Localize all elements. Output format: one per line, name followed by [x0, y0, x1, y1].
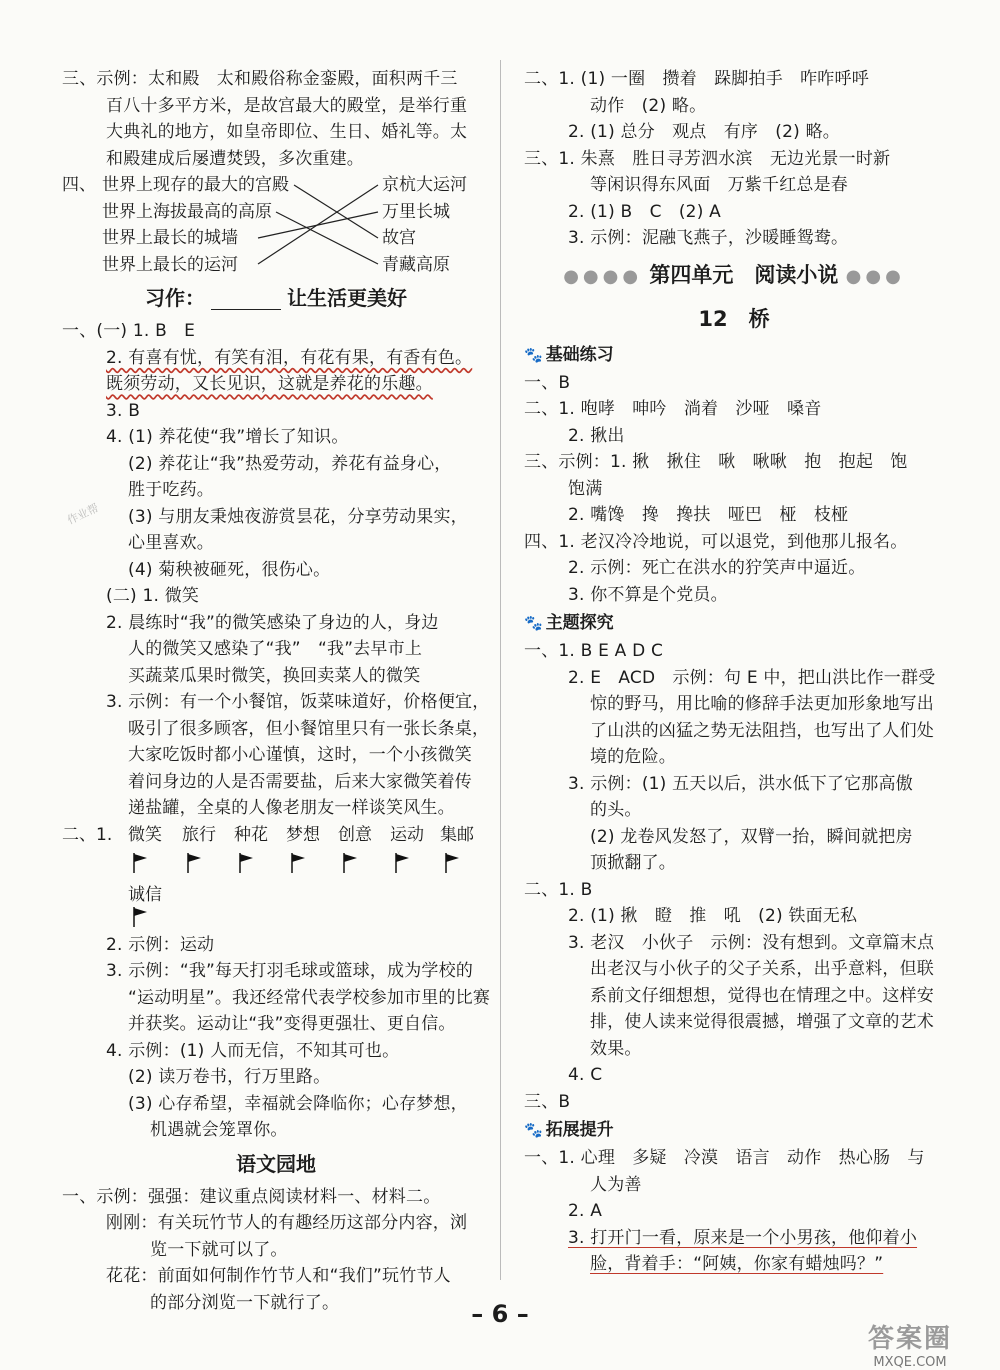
- paw-icon: 🐾: [524, 614, 543, 632]
- text-line: (4) 菊秧被砸死，很伤心。: [128, 559, 331, 580]
- text-line: 的头。: [590, 800, 642, 820]
- text-line: 2. 有喜有忧，有笑有泪，有花有果，有香有色。: [106, 347, 473, 368]
- text-line: 3. 示例：泥融飞燕子，沙暖睡鸳鸯。: [568, 228, 849, 248]
- unit-title-text: 第四单元 阅读小说: [649, 262, 839, 287]
- matching-lines: [62, 172, 490, 278]
- text-line: 三、B: [524, 1091, 571, 1112]
- section-label-text: 主题探究: [545, 613, 614, 633]
- text-line: “运动明星”。我还经常代表学校参加市里的比赛: [128, 987, 491, 1008]
- flag-word: 种花: [234, 824, 268, 845]
- text-line: 惊的野马，用比喻的修辞手法更加形象地写出: [590, 694, 934, 714]
- stamp-watermark: 作业帮: [65, 501, 101, 528]
- section-label: [524, 608, 944, 638]
- text-line: 心里喜欢。: [128, 533, 214, 553]
- text-line: (3) 与朋友秉烛夜游赏昙花，分享劳动果实，: [128, 506, 468, 527]
- text-line: 人为善: [590, 1174, 642, 1195]
- match-left-item: 世界上现存的最大的宫殿: [102, 175, 289, 195]
- text-line: 2. A: [568, 1201, 603, 1221]
- text-line: 3. B: [106, 400, 141, 421]
- text-line: (2) 养花让“我”热爱劳动，养花有益身心，: [128, 453, 452, 474]
- text-line: 着问身边的人是否需要盐，后来大家微笑着传: [128, 771, 472, 792]
- text-line: 2. (1) 总分 观点 有序 (2) 略。: [568, 122, 840, 142]
- text-line: 脸，背着手：“阿姨，你家有蜡烛吗？”: [590, 1254, 884, 1274]
- paw-icon: 🐾: [524, 1121, 543, 1139]
- text-line: 机遇就会笼罩你。: [150, 1120, 288, 1140]
- text-line: 动作 (2) 略。: [590, 95, 707, 116]
- section-label-text: 基础练习: [545, 344, 614, 365]
- match-right-item: 青藏高原: [382, 254, 450, 275]
- essay-suffix: 让生活更美好: [287, 286, 407, 310]
- match-left-item: 世界上海拔最高的高原: [102, 201, 272, 222]
- text-line: 2. 揪出: [568, 425, 625, 446]
- text-line: 三、示例：1. 揪 揪住 啾 啾啾 抱 抱起 饱: [524, 452, 908, 472]
- watermark-title: 答案圈: [867, 1324, 952, 1354]
- flag-word: 诚信: [128, 884, 162, 905]
- flag-icon: [132, 906, 150, 928]
- text-line: 2. (1) B C (2) A: [568, 201, 721, 222]
- question-number: 二、1.: [62, 824, 113, 845]
- unit-title: [524, 252, 944, 298]
- text-line: 4. C: [568, 1065, 603, 1085]
- section-label: [524, 340, 944, 370]
- text-line: 2. 嘴馋 搀 搀扶 哑巴 桠 枝桠: [568, 505, 849, 525]
- lesson-title: 12 桥: [698, 306, 770, 331]
- text-line: 并获奖。运动让“我”变得更强壮、更自信。: [128, 1014, 456, 1034]
- flag-word: 微笑: [128, 824, 162, 845]
- text-line: 胜于吃药。: [128, 480, 214, 500]
- text-line: 人的微笑又感染了“我” “我”去早市上: [128, 639, 423, 659]
- flag-icon: [290, 852, 308, 874]
- text-line: (3) 心存希望，幸福就会降临你；心存梦想，: [128, 1093, 468, 1114]
- site-watermark: [830, 1318, 990, 1370]
- text-line: 二、1. B: [524, 879, 593, 900]
- text-line: 三、示例：太和殿 太和殿俗称金銮殿，面积两千三: [62, 69, 458, 89]
- text-line: 吸引了很多顾客，但小餐馆里只有一张长条桌，: [128, 718, 490, 739]
- text-line: 3. 示例：(1) 五天以后，洪水低下了它那高傲: [568, 773, 913, 794]
- section-heading-essay: [62, 278, 490, 318]
- text-line: 2. (1) 揪 瞪 推 吼 (2) 铁面无私: [568, 906, 858, 926]
- text-line: 和殿建成后屡遭焚毁，多次重建。: [106, 148, 364, 169]
- match-right-item: 万里长城: [382, 201, 450, 222]
- text-line: 3. 老汉 小伙子 示例：没有想到。文章篇末点: [568, 932, 935, 953]
- text-line: 一、(一) 1. B E: [62, 321, 196, 341]
- text-line: 排，使人读来觉得很震撼，增强了文章的艺术: [590, 1012, 934, 1032]
- text-line: 既须劳动，又长见识，这就是养花的乐趣。: [106, 374, 433, 394]
- flag-icon: [444, 852, 462, 874]
- left-column: [62, 66, 490, 1316]
- section-label: [524, 1115, 944, 1145]
- text-line: 三、1. 朱熹 胜日寻芳泗水滨 无边光景一时新: [524, 148, 891, 169]
- text-line: 花花：前面如何制作竹节人和“我们”玩竹节人: [106, 1266, 451, 1286]
- watermark-url: MXQE.COM: [873, 1355, 947, 1370]
- section-label-text: 拓展提升: [545, 1120, 614, 1140]
- section-heading-garden: 语文园地: [236, 1151, 316, 1176]
- flag-word-row: [62, 882, 490, 932]
- flag-word: 创意: [338, 824, 372, 845]
- column-divider: [500, 60, 501, 1280]
- match-line: [276, 212, 378, 264]
- text-line: 效果。: [590, 1038, 642, 1059]
- match-line: [258, 185, 378, 264]
- text-line: 二、1. (1) 一圈 攒着 跺脚拍手 咋咋呼呼: [524, 69, 869, 89]
- flag-icon: [342, 852, 360, 874]
- blank-line: [211, 289, 281, 310]
- text-line: 2. E ACD 示例：句 E 中，把山洪比作一群受: [568, 667, 936, 688]
- text-line: 出老汉与小伙子的父子关系，出乎意料，但联: [590, 959, 934, 979]
- text-line: 2. 晨练时“我”的微笑感染了身边的人，身边: [106, 612, 439, 633]
- flag-word: 梦想: [286, 824, 320, 845]
- text-line: 刚刚：有关玩竹节人的有趣经历这部分内容，浏: [106, 1213, 468, 1233]
- paw-icon: 🐾: [524, 345, 543, 364]
- text-line: 等闲识得东风面 万紫千红总是春: [590, 175, 848, 195]
- flag-word: 旅行: [182, 824, 216, 845]
- text-line: 3. 你不算是个党员。: [568, 584, 728, 605]
- flag-word: 集邮: [440, 824, 474, 845]
- text-line: (2) 龙卷风发怒了，双臂一抬，瞬间就把房: [590, 826, 913, 847]
- page-number: – 6 –: [471, 1300, 529, 1328]
- flag-word: 运动: [390, 824, 424, 845]
- text-line: 3. 示例：有一个小餐馆，饭菜味道好，价格便宜，: [106, 692, 490, 712]
- match-left-item: 世界上最长的城墙: [102, 228, 238, 248]
- text-line: 3. 示例：“我”每天打羽毛球或篮球，成为学校的: [106, 961, 474, 981]
- match-right-item: 故宫: [382, 228, 416, 248]
- matching-exercise: [62, 172, 490, 278]
- text-line: (2) 读万卷书，行万里路。: [128, 1067, 331, 1087]
- text-line: 2. 示例：运动: [106, 934, 215, 955]
- flag-word-row: [62, 822, 490, 882]
- text-line: 百八十多平方米，是故宫最大的殿堂，是举行重: [106, 95, 468, 116]
- text-line: 的部分浏览一下就行了。: [150, 1292, 340, 1313]
- text-line: 二、1. 咆哮 呻吟 淌着 沙哑 嗓音: [524, 399, 822, 419]
- flag-icon: [394, 852, 412, 874]
- match-left-item: 世界上最长的运河: [102, 254, 238, 275]
- text-line: 顶掀翻了。: [590, 853, 676, 873]
- text-line: 大家吃饭时都小心谨慎，这时，一个小孩微笑: [128, 745, 472, 765]
- text-line: 一、B: [524, 372, 571, 393]
- essay-prefix: 习作：: [145, 286, 205, 310]
- text-line: 览一下就可以了。: [150, 1239, 288, 1260]
- match-right-item: 京杭大运河: [382, 175, 467, 195]
- text-line: 一、示例：强强：建议重点阅读材料一、材料二。: [62, 1186, 441, 1207]
- flag-icon: [186, 852, 204, 874]
- text-line: 3. 打开门一看，原来是一个小男孩，他仰着小: [568, 1227, 918, 1248]
- text-line: 大典礼的地方，如皇帝即位、生日、婚礼等。太: [106, 122, 468, 142]
- text-line: 递盐罐，全桌的人像老朋友一样谈笑风生。: [128, 798, 455, 818]
- text-line: 买蔬菜瓜果时微笑，换回卖菜人的微笑: [128, 665, 421, 686]
- flag-icon: [238, 852, 256, 874]
- text-line: (二) 1. 微笑: [106, 586, 200, 606]
- text-line: 了山洪的凶猛之势无法阻挡，也写出了人们处: [590, 720, 934, 741]
- text-line: 四、1. 老汉冷冷地说，可以退党，到他那儿报名。: [524, 531, 908, 552]
- text-line: 2. 示例：死亡在洪水的狞笑声中逼近。: [568, 558, 866, 578]
- dots-decoration: ●●●: [845, 265, 905, 287]
- text-line: 系前文仔细想想，觉得也在情理之中。这样安: [590, 985, 934, 1006]
- text-line: 境的危险。: [590, 747, 676, 767]
- text-line: 4. (1) 养花使“我”增长了知识。: [106, 427, 349, 447]
- question-number: 四、: [62, 175, 96, 195]
- text-line: 一、1. B E A D C: [524, 641, 664, 661]
- text-line: 饱满: [568, 478, 603, 499]
- text-line: 一、1. 心理 多疑 冷漠 语言 动作 热心肠 与: [524, 1148, 925, 1168]
- text-line: 4. 示例：(1) 人而无信，不知其可也。: [106, 1040, 400, 1061]
- flag-icon: [132, 852, 150, 874]
- right-column: [524, 66, 944, 1278]
- dots-decoration: ●●●●: [563, 265, 643, 287]
